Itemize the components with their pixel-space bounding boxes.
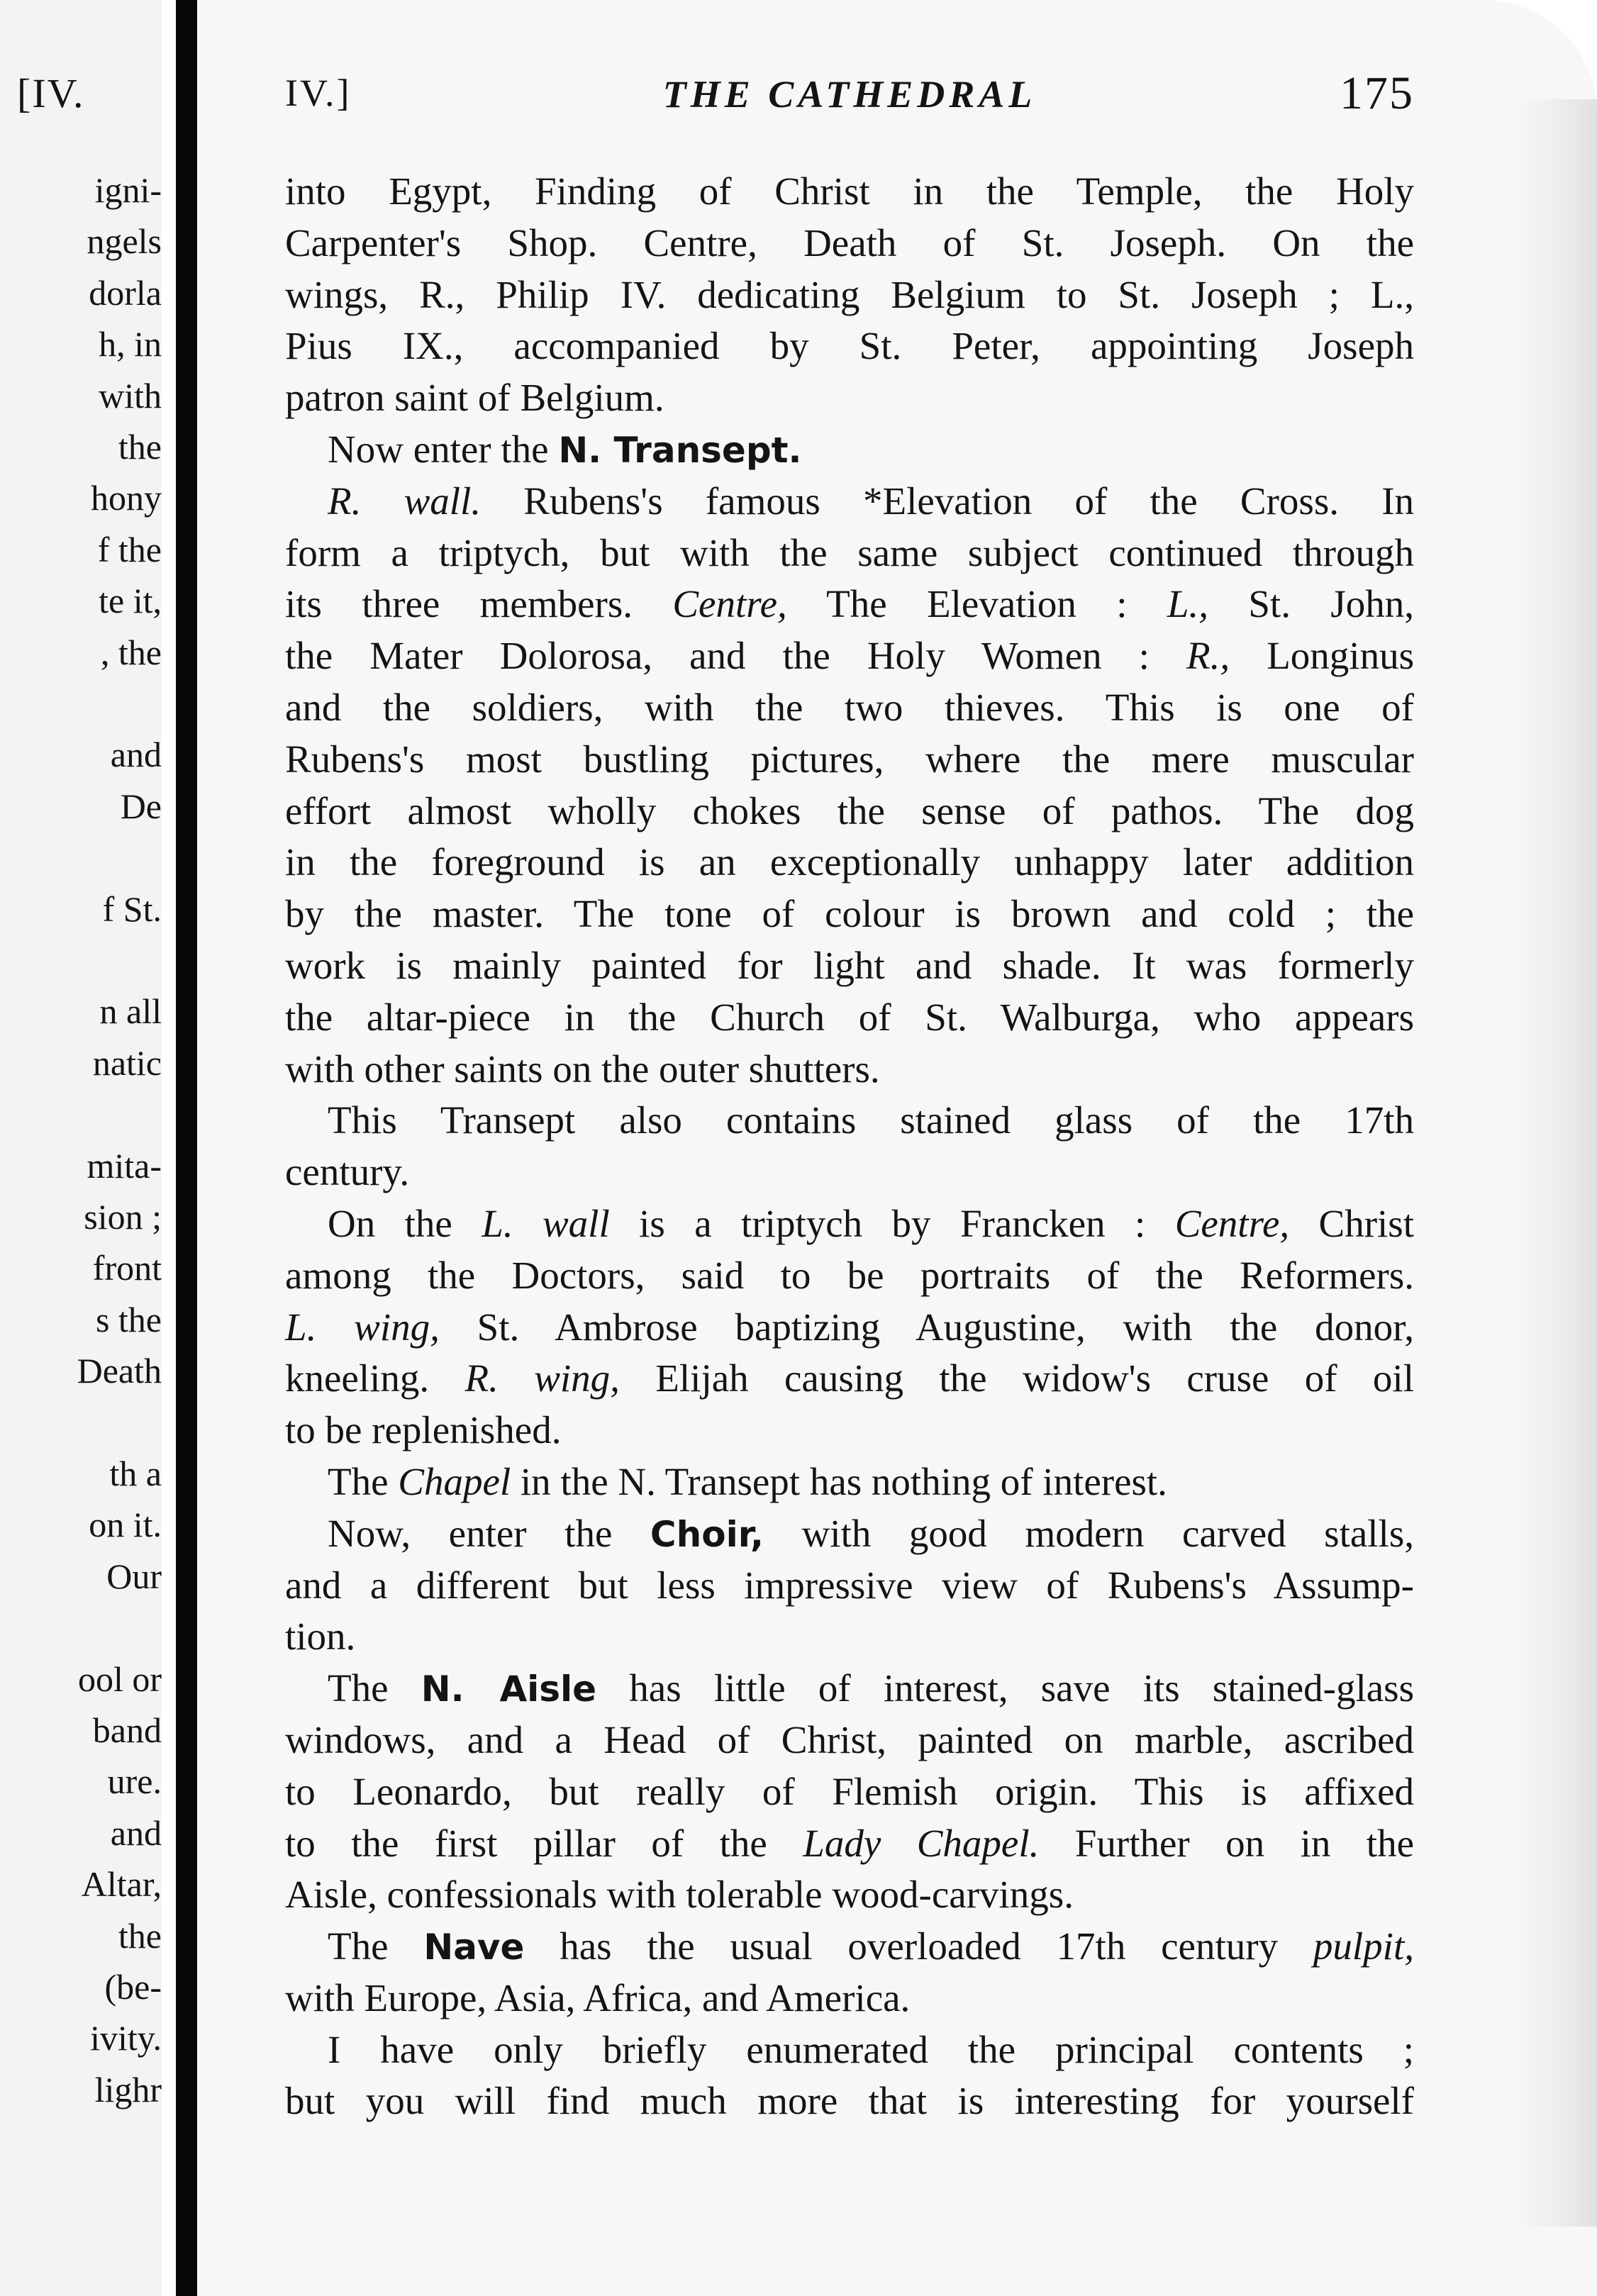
text-run: with Europe, Asia, Africa, and America.: [285, 1975, 911, 2019]
italic-term: L.,: [1167, 582, 1208, 626]
left-page-fragment: ivity.: [90, 2018, 162, 2058]
text-run: has the usual overloaded 17th century: [524, 1924, 1313, 1968]
left-page-fragment: De: [120, 786, 162, 826]
text-line: [285, 1456, 1414, 1508]
text-line: [285, 630, 1414, 682]
left-page-fragment: te it,: [99, 581, 162, 621]
text-run: Rubens's famous *Elevation of the Cross. In: [481, 479, 1415, 523]
page-curl-shadow: [1519, 99, 1597, 2227]
text-line: [285, 2075, 1414, 2127]
text-run: in the foreground is an exceptionally unhappy later addition: [285, 840, 1414, 884]
book-gutter: [176, 0, 197, 2296]
bold-heading-term: Choir,: [650, 1513, 764, 1555]
left-page-fragment: igni-: [94, 170, 162, 210]
text-run: in the N. Transept has nothing of interest.: [511, 1459, 1167, 1503]
text-line: [285, 1663, 1414, 1715]
text-run: Longinus: [1230, 634, 1414, 678]
left-page-fragment: front: [92, 1248, 162, 1288]
text-run: into Egypt, Finding of Christ in the Temple, the Holy: [285, 169, 1414, 213]
text-run: the Mater Dolorosa, and the Holy Women :: [285, 634, 1187, 678]
left-page-fragment: and: [110, 1812, 162, 1853]
text-run: form a triptych, but with the same subject continued through: [285, 530, 1414, 574]
italic-term: L. wing,: [285, 1305, 440, 1349]
text-run: The: [328, 1459, 399, 1503]
text-run: kneeling.: [285, 1356, 465, 1400]
text-run: its three members.: [285, 582, 673, 626]
text-run: Carpenter's Shop. Centre, Death of St. Joseph. On the: [285, 221, 1414, 264]
text-run: but you will find much more that is interesting for yourself: [285, 2079, 1414, 2123]
text-run: to Leonardo, but really of Flemish origin. This is affixed: [285, 1769, 1414, 1813]
left-page-fragment: the: [118, 1915, 162, 1956]
text-run: Christ: [1289, 1201, 1414, 1245]
text-line: [285, 734, 1414, 786]
left-page-fragment: (be-: [104, 1967, 162, 2007]
text-run: St. Ambrose baptizing Augustine, with the donor,: [439, 1305, 1414, 1349]
page-number: 175: [1340, 67, 1414, 119]
text-line: [285, 2024, 1414, 2076]
text-run: is a triptych by Francken :: [609, 1201, 1175, 1245]
text-line: [285, 1818, 1414, 1870]
text-line: [285, 528, 1414, 579]
page-body-text: [285, 166, 1414, 2127]
italic-term: Centre,: [1174, 1201, 1290, 1245]
text-run: effort almost wholly chokes the sense of pathos. The dog: [285, 788, 1414, 832]
left-facing-page: [0, 0, 162, 2296]
text-line: [285, 837, 1414, 888]
left-page-fragment: with: [99, 375, 162, 416]
running-head: [285, 65, 1414, 129]
left-page-fragment: hony: [91, 478, 162, 518]
text-run: tion.: [285, 1615, 356, 1659]
text-line: [285, 1766, 1414, 1818]
text-line: [285, 1198, 1414, 1250]
text-line: [285, 424, 1414, 476]
bold-heading-term: N. Aisle: [421, 1668, 597, 1710]
left-page-fragment: the: [118, 427, 162, 467]
text-run: with other saints on the outer shutters.: [285, 1047, 880, 1091]
bold-heading-term: N. Transept.: [558, 429, 802, 471]
text-line: [285, 888, 1414, 940]
text-run: I have only briefly enumerated the principal contents ;: [328, 2027, 1414, 2071]
text-run: Now, enter the: [328, 1511, 650, 1555]
left-page-fragment: , the: [100, 632, 162, 672]
text-run: and a different but less impressive view of Rubens's Assump-: [285, 1563, 1414, 1607]
text-run: with good modern carved stalls,: [764, 1511, 1414, 1555]
text-line: [285, 321, 1414, 372]
italic-term: R. wall.: [328, 479, 482, 523]
text-run: The: [328, 1666, 421, 1710]
left-page-fragment: th a: [109, 1454, 162, 1493]
text-line: [285, 269, 1414, 321]
running-title: THE CATHEDRAL: [662, 73, 1037, 116]
text-run: to be replenished.: [285, 1408, 562, 1452]
text-line: [285, 786, 1414, 837]
left-page-fragment: and: [110, 735, 162, 775]
text-run: work is mainly painted for light and shade. It was formerly: [285, 943, 1414, 987]
italic-term: Chapel: [398, 1459, 511, 1503]
left-page-header: [IV.: [17, 70, 85, 116]
text-line: [285, 1044, 1414, 1096]
left-page-fragment: natic: [92, 1042, 162, 1083]
left-page-fragment: f St.: [102, 888, 162, 929]
text-run: Pius IX., accompanied by St. Peter, appointing Joseph: [285, 324, 1414, 368]
text-line: [285, 218, 1414, 269]
left-page-fragment: n all: [99, 991, 162, 1032]
text-line: [285, 1611, 1414, 1663]
text-run: century.: [285, 1150, 410, 1194]
section-number: IV.]: [285, 72, 352, 114]
text-line: [285, 166, 1414, 218]
text-line: [285, 372, 1414, 424]
text-run: windows, and a Head of Christ, painted on marble, ascribed: [285, 1717, 1414, 1761]
text-run: Rubens's most bustling pictures, where the mere muscular: [285, 737, 1414, 781]
left-page-fragment: sion ;: [84, 1197, 162, 1237]
text-line: [285, 682, 1414, 734]
text-run: The Elevation :: [786, 582, 1167, 626]
text-run: and the soldiers, with the two thieves. This is one of: [285, 685, 1414, 729]
left-page-fragment: dorla: [89, 272, 162, 313]
text-line: [285, 1302, 1414, 1354]
italic-term: pulpit,: [1313, 1924, 1414, 1968]
text-run: the altar-piece in the Church of St. Walburga, who appears: [285, 995, 1414, 1039]
text-line: [285, 1973, 1414, 2024]
text-run: among the Doctors, said to be portraits of the Reformers.: [285, 1253, 1414, 1297]
text-line: [285, 579, 1414, 630]
text-line: [285, 1353, 1414, 1405]
left-page-fragment: ool or: [77, 1659, 162, 1699]
text-run: Further on in the: [1039, 1821, 1414, 1865]
text-run: Aisle, confessionals with tolerable wood-carvings.: [285, 1873, 1074, 1917]
text-line: [285, 992, 1414, 1044]
text-line: [285, 1869, 1414, 1921]
text-run: St. John,: [1208, 582, 1414, 626]
left-page-fragment: Death: [77, 1351, 162, 1391]
text-line: [285, 1921, 1414, 1973]
left-page-fragment: Our: [106, 1556, 162, 1596]
left-page-fragment: Altar,: [81, 1864, 162, 1905]
left-page-fragment: mita-: [87, 1145, 162, 1186]
left-page-fragment: ure.: [107, 1761, 162, 1802]
italic-term: R.,: [1186, 634, 1230, 678]
text-run: On the: [328, 1201, 482, 1245]
text-line: [285, 940, 1414, 992]
text-line: [285, 476, 1414, 528]
text-run: has little of interest, save its stained-glass: [596, 1666, 1414, 1710]
left-page-fragment: s the: [95, 1299, 162, 1339]
text-run: Elijah causing the widow's cruse of oil: [619, 1356, 1414, 1400]
italic-term: L. wall: [482, 1201, 610, 1245]
left-page-fragment: band: [92, 1710, 162, 1750]
left-page-fragment: on it.: [89, 1505, 162, 1545]
text-run: wings, R., Philip IV. dedicating Belgium to St. Joseph ; L.,: [285, 272, 1414, 316]
text-run: Now enter the: [328, 427, 559, 471]
text-line: [285, 1147, 1414, 1198]
italic-term: R. wing,: [464, 1356, 620, 1400]
text-line: [285, 1405, 1414, 1456]
text-run: The: [328, 1924, 424, 1968]
text-run: patron saint of Belgium.: [285, 376, 664, 420]
bold-heading-term: Nave: [423, 1927, 525, 1968]
left-page-fragment: h, in: [99, 324, 162, 364]
text-run: This Transept also contains stained glass of the 17th: [328, 1098, 1414, 1142]
italic-term: Lady Chapel.: [803, 1821, 1040, 1865]
text-line: [285, 1715, 1414, 1766]
text-line: [285, 1508, 1414, 1560]
italic-term: Centre,: [672, 582, 787, 626]
left-page-fragment: ngels: [87, 221, 162, 262]
text-run: by the master. The tone of colour is brown and cold ; the: [285, 892, 1414, 936]
left-page-fragment: f the: [97, 529, 162, 569]
text-line: [285, 1560, 1414, 1612]
text-line: [285, 1250, 1414, 1302]
left-page-fragment: lighr: [94, 2069, 162, 2110]
text-run: to the first pillar of the: [285, 1821, 803, 1865]
text-line: [285, 1095, 1414, 1147]
